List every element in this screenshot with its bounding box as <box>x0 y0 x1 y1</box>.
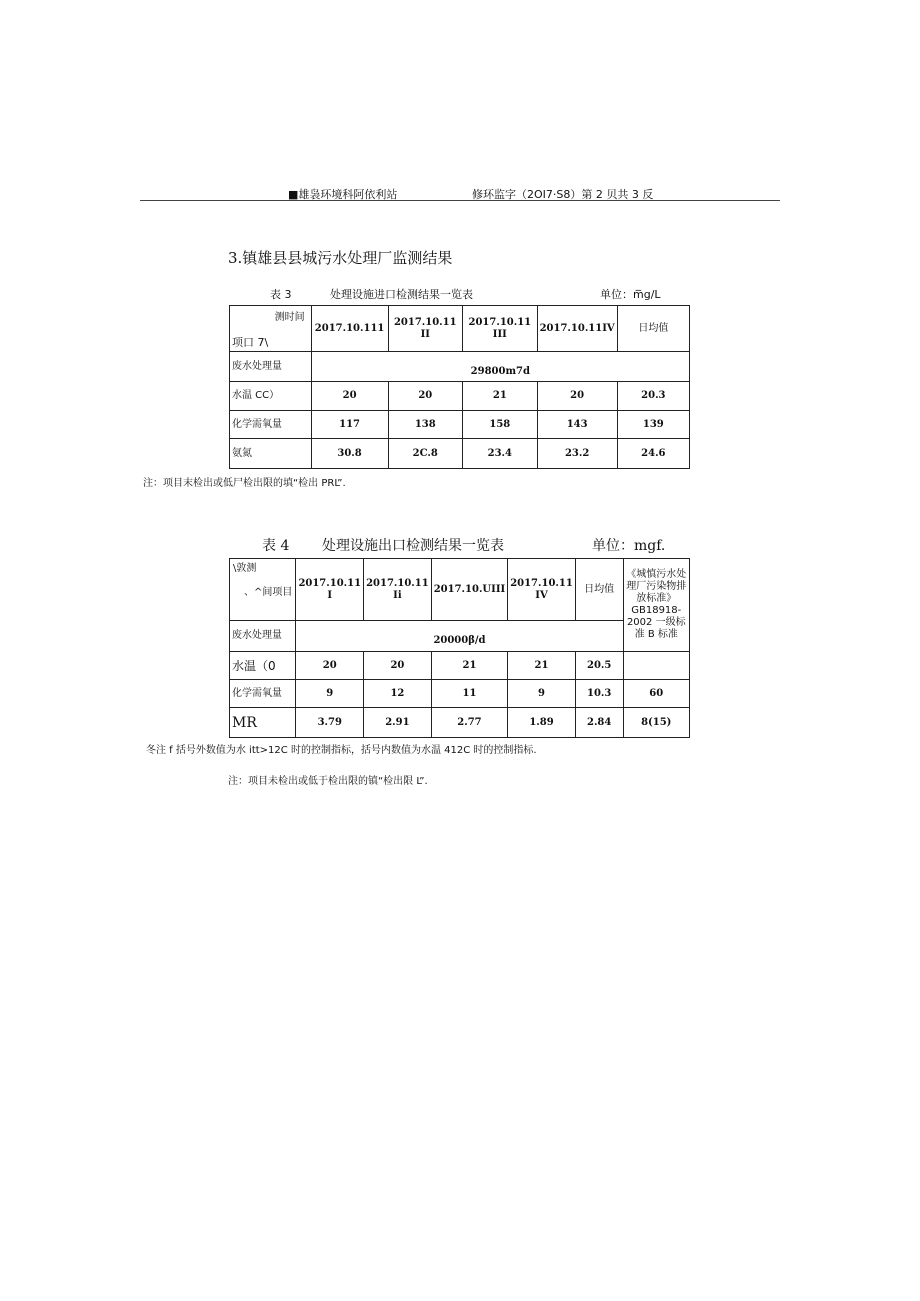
header-report-number: 修环监字（2OI7·S8）第 2 贝共 3 反 <box>472 188 654 201</box>
header-rule <box>140 200 780 201</box>
table4-standard-cell <box>623 652 689 680</box>
table3-title: 处理设施进口检测结果一览表 <box>330 288 473 301</box>
table4-standard-header: 《城慎污水处理厂污染物排放标准》GB18918-2002 一级标准 B 标准 <box>623 559 689 652</box>
table3-cell: 24.6 <box>617 439 689 469</box>
table4-corner-top: \敦测 <box>233 563 257 574</box>
table4-col-header: 2017.10.11 IV <box>508 559 576 621</box>
table3-cell: 117 <box>311 411 388 439</box>
table4-cell: 2.91 <box>364 708 432 738</box>
table-row <box>230 680 690 708</box>
table4-cell: 2.84 <box>575 708 623 738</box>
table3-row-item: 水温 CC） <box>230 382 312 411</box>
table4-cell: 20 <box>364 652 432 680</box>
table3-cell: 30.8 <box>311 439 388 469</box>
table4-row-item: 废水处理量 <box>230 621 296 652</box>
table4-row-item: 化学需氧量 <box>230 680 296 708</box>
header-organization: ■雄袅环境科阿依利站 <box>288 188 398 201</box>
table4-note-1: 冬注 f 括号外数值为水 itt>12C 时的控制指标，括号内数值为水温 412C 时的控制指标. <box>146 745 537 756</box>
table4-col-header: 日均值 <box>575 559 623 621</box>
table4-unit: 单位：mgf. <box>592 538 666 554</box>
table4-cell: 2.77 <box>431 708 507 738</box>
table4-corner-cell <box>230 559 296 621</box>
table3-cell: 2C.8 <box>388 439 463 469</box>
table3-col-header: 2017.10.11 III <box>463 306 538 352</box>
table4-cell: 12 <box>364 680 432 708</box>
table-row <box>230 382 690 411</box>
table4-col-header: 2017.10.11 I <box>296 559 364 621</box>
section-title: 3.镇雄县县城污水处理厂监测结果 <box>228 249 453 267</box>
table3-cell: 143 <box>537 411 617 439</box>
table3-label: 表 3 <box>270 288 292 301</box>
table3-col-header: 日均值 <box>617 306 689 352</box>
table-row <box>230 708 690 738</box>
table4-merged-value: 20000β/d <box>296 621 623 652</box>
table3-col-header: 2017.10.11 II <box>388 306 463 352</box>
table4-cell: 9 <box>508 680 576 708</box>
table3-cell: 23.4 <box>463 439 538 469</box>
table-row <box>230 352 690 382</box>
table4-row-item: 水温（0 <box>230 652 296 680</box>
table4-label: 表 4 <box>262 538 290 554</box>
table-row <box>230 411 690 439</box>
table4-title: 处理设施出口检测结果一览表 <box>322 538 504 554</box>
table4-corner-bottom: 、^间项目 <box>244 587 293 598</box>
table3-cell: 20 <box>311 382 388 411</box>
table3-merged-value: 29800m7d <box>311 352 689 382</box>
table4-note-2: 注：项目未检出或低于检出限的镇“检出限 L”. <box>228 776 428 787</box>
table3-row-item: 氨氮 <box>230 439 312 469</box>
table3-corner-bottom: 项口 7\ <box>232 336 269 349</box>
table4-cell: 3.79 <box>296 708 364 738</box>
table3-row-item: 化学需氧量 <box>230 411 312 439</box>
table4 <box>229 558 690 738</box>
table4-cell: 10.3 <box>575 680 623 708</box>
table3-cell: 138 <box>388 411 463 439</box>
table3-corner-top: 测时间 <box>274 312 305 323</box>
table4-col-header: 2017.10.UIII <box>431 559 507 621</box>
table-row <box>230 559 690 621</box>
table3-col-header: 2017.10.11IV <box>537 306 617 352</box>
table4-cell: 21 <box>431 652 507 680</box>
table4-cell: 9 <box>296 680 364 708</box>
table3 <box>229 305 690 469</box>
table3-cell: 23.2 <box>537 439 617 469</box>
table3-cell: 158 <box>463 411 538 439</box>
table-row <box>230 621 690 652</box>
table4-cell: 20 <box>296 652 364 680</box>
table4-cell: 11 <box>431 680 507 708</box>
table-row <box>230 306 690 352</box>
table4-col-header: 2017.10.11 Ii <box>364 559 432 621</box>
table4-standard-cell: 8(15) <box>623 708 689 738</box>
table3-corner-cell <box>230 306 312 352</box>
table3-cell: 139 <box>617 411 689 439</box>
table4-row-item: MR <box>230 708 296 738</box>
table3-cell: 21 <box>463 382 538 411</box>
table3-col-header: 2017.10.111 <box>311 306 388 352</box>
table3-row-item: 废水处理量 <box>230 352 312 382</box>
table4-cell: 1.89 <box>508 708 576 738</box>
table3-cell: 20 <box>537 382 617 411</box>
table4-standard-cell: 60 <box>623 680 689 708</box>
table3-cell: 20 <box>388 382 463 411</box>
table3-note: 注：项目末检出或低尸检出限的填“检出 PRL”. <box>143 478 346 489</box>
table-row <box>230 439 690 469</box>
table4-cell: 21 <box>508 652 576 680</box>
table3-unit: 单位：m̅g/L <box>600 288 661 301</box>
table-row <box>230 652 690 680</box>
table4-cell: 20.5 <box>575 652 623 680</box>
table3-cell: 20.3 <box>617 382 689 411</box>
